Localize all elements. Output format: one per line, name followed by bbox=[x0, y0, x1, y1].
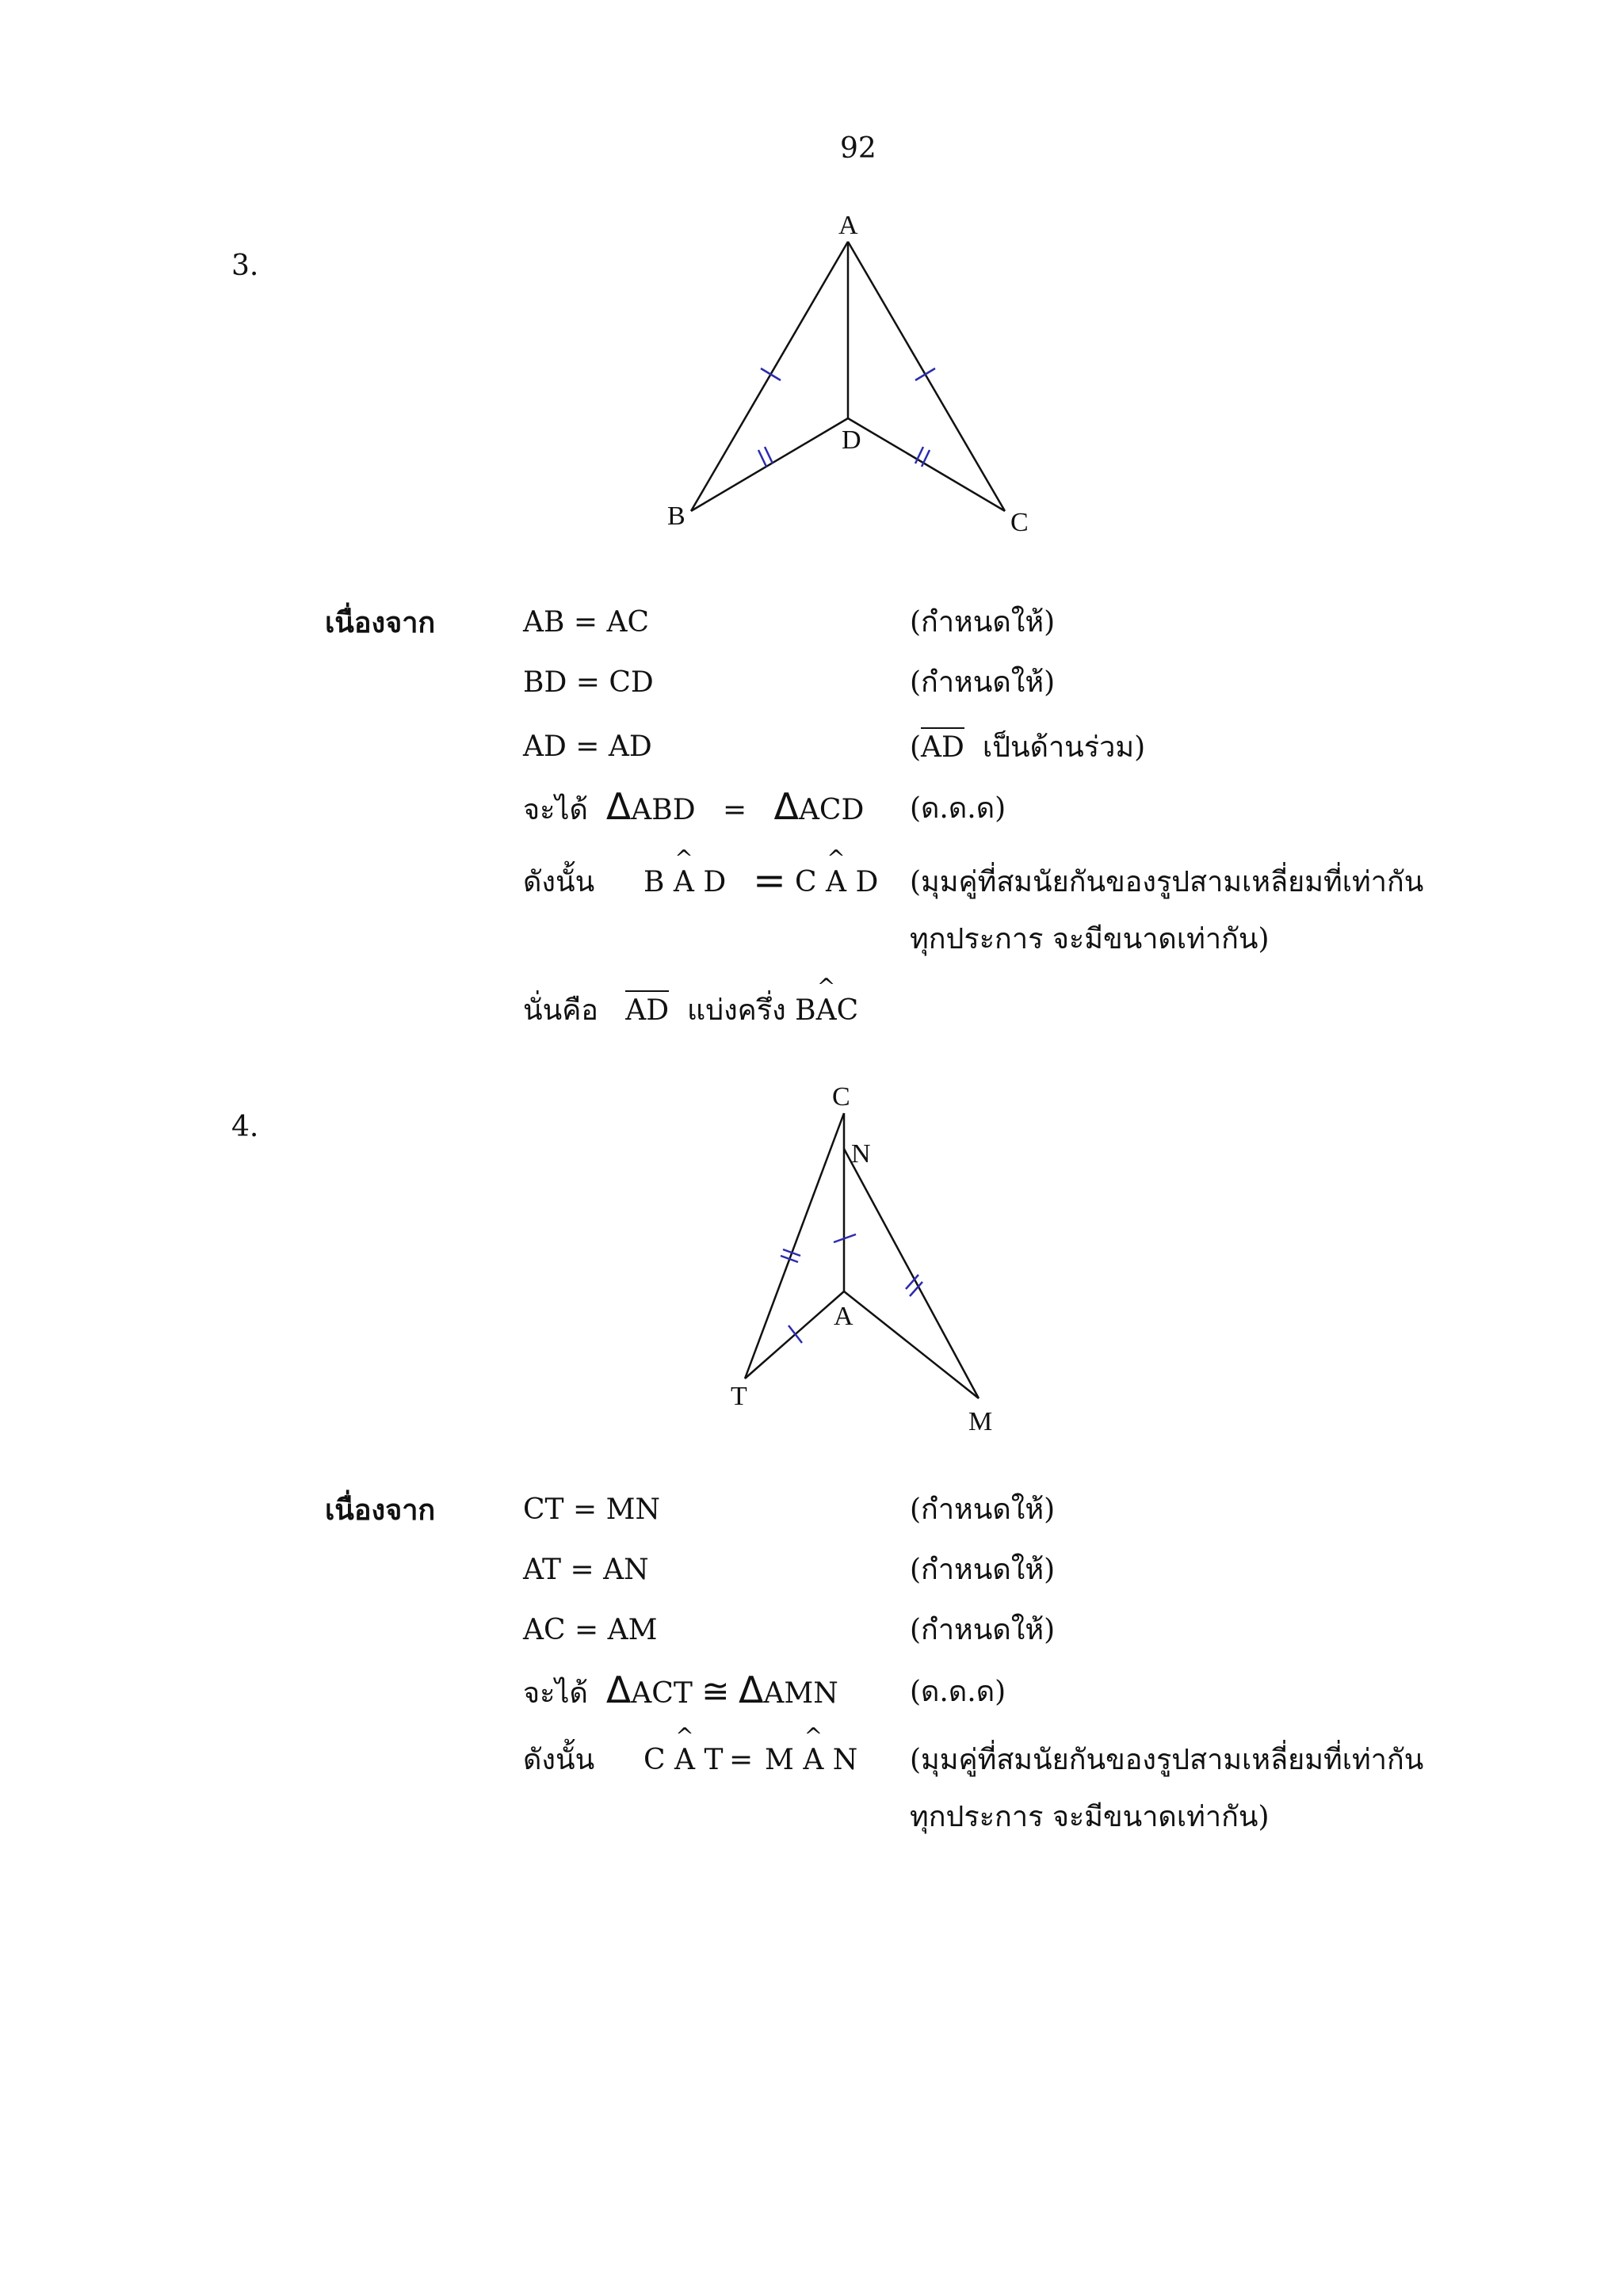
angle-cad: C ^ A D bbox=[795, 868, 878, 897]
segment-am bbox=[844, 1291, 979, 1398]
label-a: A bbox=[838, 211, 858, 240]
tick-bd-1 bbox=[758, 450, 766, 467]
segment-bd bbox=[691, 418, 848, 511]
statement-4: จะได้ ΔABD = ΔACD bbox=[523, 785, 865, 828]
tick-ab bbox=[761, 368, 781, 380]
segment-nm bbox=[844, 1149, 979, 1398]
equals-sign: = bbox=[729, 1744, 754, 1776]
statement-5-prefix: ดังนั้น bbox=[523, 1744, 595, 1776]
statement-4: จะได้ ΔACT ≅ ΔAMN bbox=[523, 1669, 838, 1711]
tick-ac bbox=[915, 368, 935, 380]
label-m: M bbox=[968, 1407, 993, 1436]
angle-bad: B ^ A D bbox=[643, 868, 726, 897]
tick-at bbox=[789, 1325, 802, 1343]
angle-cat: C ^ A T bbox=[643, 1746, 723, 1775]
segment-ad-overline: AD bbox=[921, 727, 964, 762]
label-t: T bbox=[731, 1382, 747, 1411]
reason-4: (ด.ด.ด) bbox=[910, 1676, 1006, 1708]
equals-sign: = bbox=[753, 857, 786, 903]
figure-triangles-catmn bbox=[713, 1074, 1030, 1446]
label-n: N bbox=[851, 1139, 871, 1169]
angle-man: M ^ A N bbox=[765, 1746, 857, 1775]
statement-3: AC = AM bbox=[523, 1614, 658, 1646]
segment-ct bbox=[745, 1113, 844, 1379]
triangle-symbol: Δ bbox=[605, 785, 632, 828]
reason-2: (กำหนดให้) bbox=[910, 1554, 1056, 1586]
reason-3: (AD เป็นด้านร่วม) bbox=[910, 727, 1145, 762]
figure-kite-abcd bbox=[650, 206, 1062, 555]
segment-ad-overline: AD bbox=[625, 990, 669, 1025]
triangle-symbol: Δ bbox=[605, 1669, 632, 1711]
problem-number: 4. bbox=[231, 1111, 259, 1143]
label-d: D bbox=[842, 425, 861, 455]
since-label: เนื่องจาก bbox=[325, 606, 436, 639]
reason-1: (กำหนดให้) bbox=[910, 1493, 1056, 1526]
reason-2: (กำหนดให้) bbox=[910, 666, 1056, 699]
reason-5-cont: ทุกประการ จะมีขนาดเท่ากัน) bbox=[910, 923, 1270, 955]
triangle-symbol: Δ bbox=[738, 1669, 764, 1711]
segment-ab bbox=[691, 242, 848, 511]
triangle-symbol: Δ bbox=[773, 785, 799, 828]
segment-ac bbox=[848, 242, 1005, 511]
statement-1: CT = MN bbox=[523, 1493, 660, 1526]
segment-at bbox=[745, 1291, 844, 1379]
statement-3: AD = AD bbox=[523, 730, 652, 763]
reason-3: (กำหนดให้) bbox=[910, 1614, 1056, 1646]
tick-bd-2 bbox=[765, 447, 773, 463]
statement-2: BD = CD bbox=[523, 666, 654, 699]
reason-5: (มุมคู่ที่สมนัยกันของรูปสามเหลี่ยมที่เท่ากัน bbox=[910, 866, 1424, 898]
statement-1: AB = AC bbox=[523, 606, 650, 639]
label-b: B bbox=[667, 502, 685, 531]
statement-5-prefix: ดังนั้น bbox=[523, 866, 595, 898]
since-label: เนื่องจาก bbox=[325, 1493, 436, 1527]
label-c: C bbox=[1010, 508, 1029, 537]
label-c: C bbox=[832, 1082, 850, 1112]
page-number: 92 bbox=[840, 132, 876, 165]
segment-cd bbox=[848, 418, 1005, 511]
reason-5: (มุมคู่ที่สมนัยกันของรูปสามเหลี่ยมที่เท่ากัน bbox=[910, 1744, 1424, 1776]
statement-2: AT = AN bbox=[523, 1554, 649, 1586]
reason-5-cont: ทุกประการ จะมีขนาดเท่ากัน) bbox=[910, 1801, 1270, 1833]
reason-4: (ด.ด.ด) bbox=[910, 792, 1006, 825]
statement-6: นั่นคือ AD แบ่งครึ่ง B^ AC bbox=[523, 990, 858, 1025]
problem-number: 3. bbox=[231, 250, 259, 282]
label-a: A bbox=[834, 1302, 854, 1331]
reason-1: (กำหนดให้) bbox=[910, 606, 1056, 639]
